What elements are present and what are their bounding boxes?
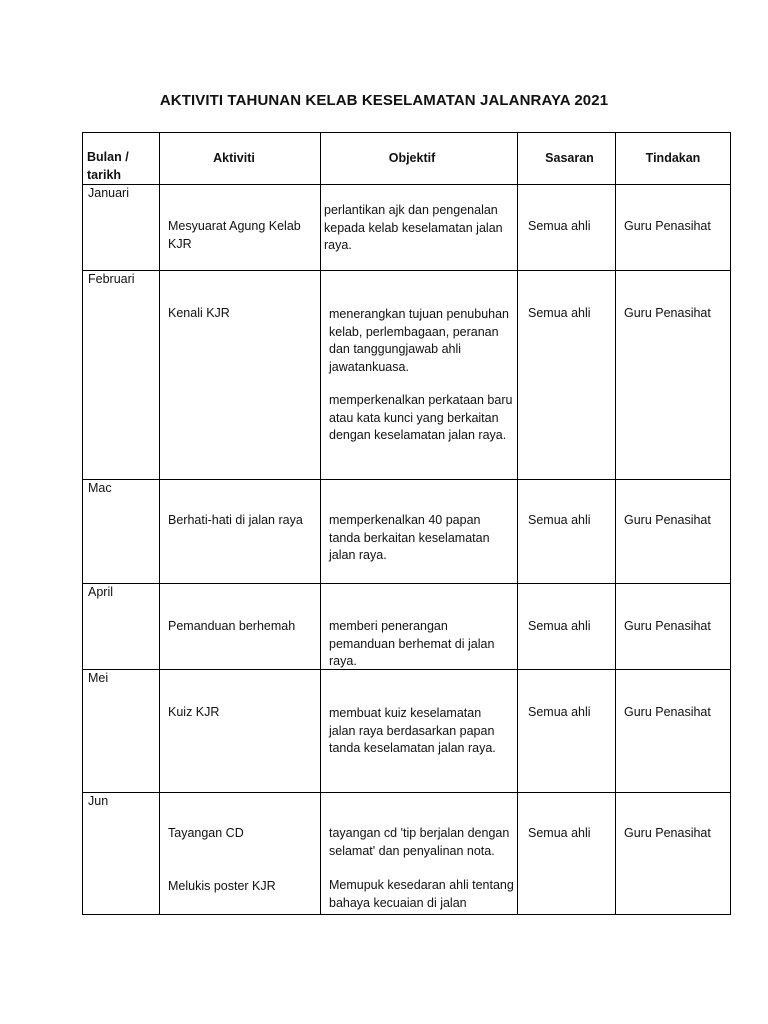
tindakan-cell: Guru Penasihat [624, 619, 711, 633]
objektif-cell: membuat kuiz keselamatan jalan raya berdasarkan papan tanda keselamatan jalan raya. [329, 706, 496, 755]
table-row [83, 480, 731, 584]
header-objektif-label: Objektif [388, 151, 436, 165]
table-header-row [83, 133, 731, 185]
sasaran-cell: Semua ahli [528, 219, 591, 233]
month-cell: April [88, 585, 114, 599]
objektif-cell: perlantikan ajk dan pengenalan kepada kelab keselamatan jalan raya. [324, 203, 503, 252]
objektif-cell [329, 825, 515, 912]
header-bulan-label: Bulan / tarikh [87, 150, 129, 182]
objektif-cell: memberi penerangan pemanduan berhemat di jalan raya. [329, 619, 495, 668]
header-sasaran [518, 133, 616, 185]
aktiviti-cell: Pemanduan berhemah [168, 619, 296, 633]
header-objektif [321, 133, 518, 185]
objektif-cell [329, 306, 513, 445]
tindakan-cell: Guru Penasihat [624, 219, 711, 233]
month-cell: Mei [88, 671, 109, 685]
tindakan-cell: Guru Penasihat [624, 306, 711, 320]
document-title: AKTIVITI TAHUNAN KELAB KESELAMATAN JALANRAYA 2021 [159, 92, 609, 109]
objektif-paragraph: tayangan cd 'tip berjalan dengan selamat' dan penyalinan nota. [329, 826, 510, 858]
tindakan-cell: Guru Penasihat [624, 513, 711, 527]
month-cell: Mac [88, 481, 112, 495]
objektif-cell: memperkenalkan 40 papan tanda berkaitan keselamatan jalan raya. [329, 513, 490, 562]
aktiviti-cell: Kenali KJR [168, 306, 230, 320]
header-aktiviti-label: Aktiviti [213, 151, 255, 165]
objektif-paragraph: Memupuk kesedaran ahli tentang bahaya kecuaian di jalan [329, 878, 514, 910]
sasaran-cell: Semua ahli [528, 513, 591, 527]
objektif-paragraph: menerangkan tujuan penubuhan kelab, perlembagaan, peranan dan tanggungjawab ahli jawatankuasa. [329, 307, 510, 374]
header-sasaran-label: Sasaran [545, 151, 594, 165]
month-cell: Februari [88, 272, 135, 286]
header-tindakan [616, 133, 731, 185]
aktiviti-cell: Kuiz KJR [168, 705, 220, 719]
aktiviti-cell: Mesyuarat Agung Kelab KJR [168, 219, 301, 251]
table-row [83, 584, 731, 670]
aktiviti-item: Tayangan CD [168, 826, 244, 840]
aktiviti-cell [168, 825, 316, 895]
sasaran-cell: Semua ahli [528, 705, 591, 719]
table-row [83, 271, 731, 480]
table-row [83, 185, 731, 271]
aktiviti-cell: Berhati-hati di jalan raya [168, 513, 303, 527]
month-cell: Jun [88, 794, 109, 808]
tindakan-cell: Guru Penasihat [624, 705, 711, 719]
sasaran-cell: Semua ahli [528, 619, 591, 633]
tindakan-cell: Guru Penasihat [624, 826, 711, 840]
table-row [83, 670, 731, 793]
table-row [83, 793, 731, 915]
objektif-paragraph: memperkenalkan perkataan baru atau kata kunci yang berkaitan dengan keselamatan jalan raya. [329, 393, 513, 442]
header-tindakan-label: Tindakan [645, 151, 701, 165]
sasaran-cell: Semua ahli [528, 306, 591, 320]
header-aktiviti [160, 133, 321, 185]
sasaran-cell: Semua ahli [528, 826, 591, 840]
month-cell: Januari [88, 186, 129, 200]
activity-table [82, 132, 731, 915]
aktiviti-item: Melukis poster KJR [168, 878, 276, 893]
